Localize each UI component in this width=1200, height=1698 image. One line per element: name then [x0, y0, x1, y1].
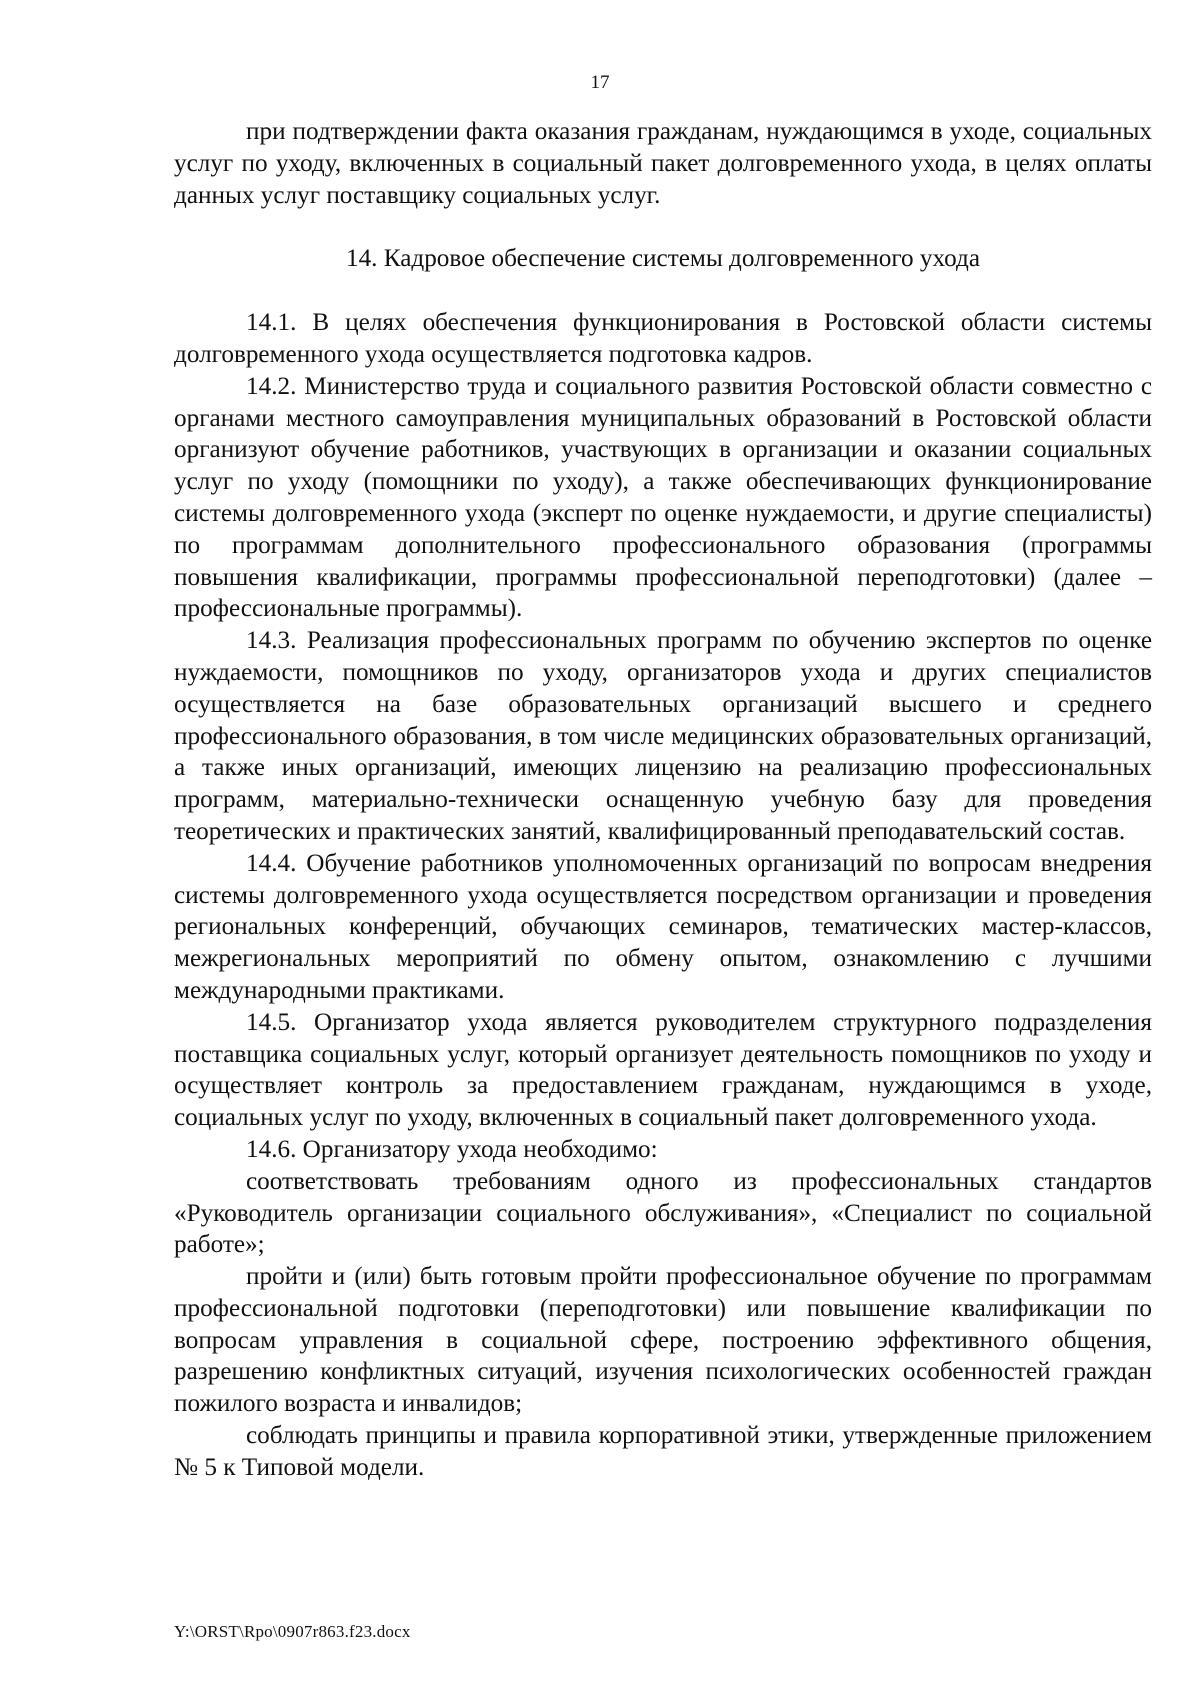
- paragraph-14-6: 14.6. Организатору ухода необходимо:: [246, 1135, 658, 1163]
- footer-file-path: Y:\ORST\Rpo\0907r863.f23.docx: [174, 1622, 411, 1641]
- page-number: 17: [590, 72, 610, 93]
- paragraph-14-4: 14.4. Обучение работников уполномоченных организаций по вопросам внедрения системы долговременного ухода осуществляется посредством организации и проведения региональных конференций, обучающих семинаров, тематических мастер-классов, межрегиональных мероприятий по обмену опытом, ознакомлению с лучшими международными практиками.: [174, 849, 1152, 1004]
- paragraph-14-3: 14.3. Реализация профессиональных программ по обучению экспертов по оценке нуждаемости, помощников по уходу, организаторов ухода и других специалистов осуществляется на базе образовательных организаций высшего и среднего профессионального образования, в том числе медицинских образовательных организаций, а также иных организаций, имеющих лицензию на реализацию профессиональных программ, материально-технически оснащенную учебную базу для проведения теоретических и практических занятий, квалифицированный преподавательский состав.: [174, 627, 1152, 845]
- intro-paragraph: при подтверждении факта оказания гражданам, нуждающимся в уходе, социальных услуг по уходу, включенных в социальный пакет долговременного ухода, в целях оплаты данных услуг поставщику социальных услуг.: [174, 118, 1152, 209]
- document-body: [174, 116, 1152, 1484]
- requirement-ethics: соблюдать принципы и правила корпоративной этики, утвержденные приложением № 5 к Типовой модели.: [174, 1422, 1152, 1481]
- requirement-training: пройти и (или) быть готовым пройти профессиональное обучение по программам профессиональной подготовки (переподготовки) или повышение квалификации по вопросам управления в социальной сфере, построению эффективного общения, разрешению конфликтных ситуаций, изучения психологических особенностей граждан пожилого возраста и инвалидов;: [174, 1263, 1152, 1418]
- paragraph-14-5: 14.5. Организатор ухода является руководителем структурного подразделения поставщика социальных услуг, который организует деятельность помощников по уходу и осуществляет контроль за предоставлением гражданам, нуждающимся в уходе, социальных услуг по уходу, включенных в социальный пакет долговременного ухода.: [174, 1008, 1152, 1132]
- paragraph-14-1: 14.1. В целях обеспечения функционирования в Ростовской области системы долговременного ухода осуществляется подготовка кадров.: [174, 309, 1152, 368]
- requirement-standards: соответствовать требованиям одного из профессиональных стандартов «Руководитель организации социального обслуживания», «Специалист по социальной работе»;: [174, 1167, 1152, 1259]
- section-title: 14. Кадровое обеспечение системы долговременного ухода: [345, 245, 981, 273]
- paragraph-14-2: 14.2. Министерство труда и социального развития Ростовской области совместно с органами местного самоуправления муниципальных образований в Ростовской области организуют обучение работников, участвующих в организации и оказании социальных услуг по уходу (помощники по уходу), а также обеспечивающих функционирование системы долговременного ухода (эксперт по оценке нуждаемости, и другие специалисты) по программам дополнительного профессионального образования (программы повышения квалификации, программы профессиональной переподготовки) (далее – профессиональные программы).: [174, 372, 1152, 623]
